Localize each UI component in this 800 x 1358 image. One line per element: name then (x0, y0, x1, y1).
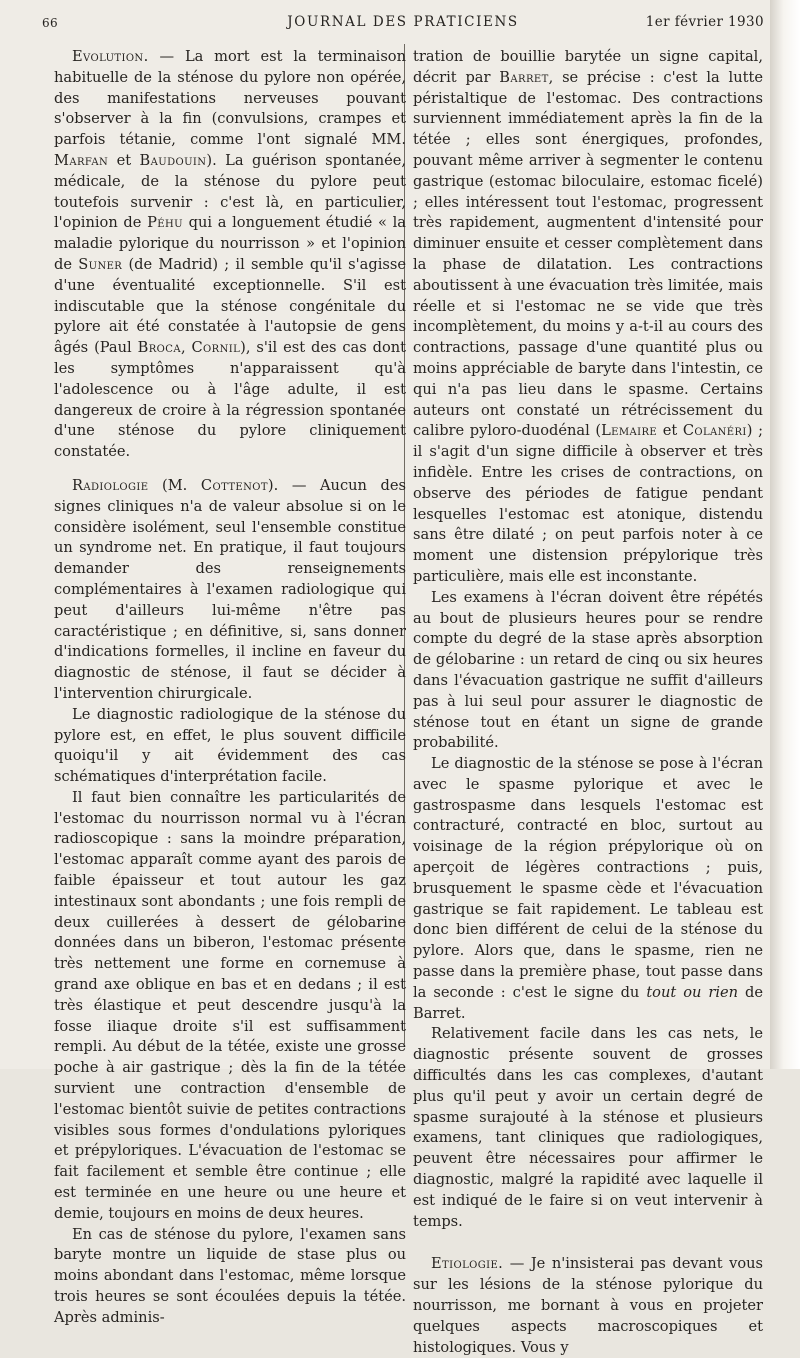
paragraph: Relativement facile dans les cas nets, le diagnostic présente souvent de grosses difficultés dans les cas complexes, d'autant plus qu'il peut y avoir un certain degré de spasme surajouté à la sténose et plusieurs examens, tant cliniques que radiologiques, peuvent être nécessaires pour affirmer le diagnostic, malgré la rapidité avec laquelle il est indiqué de le faire si on veut intervenir à temps. (413, 1025, 763, 1230)
page-number: 66 (42, 16, 59, 30)
left-column (54, 47, 406, 1329)
section-heading-etiologie: Etiologie. (431, 1255, 504, 1273)
section-heading-radiologie: Radiologie (72, 476, 149, 494)
paragraph: En cas de sténose du pylore, l'examen sans baryte montre un liquide de stase plus ou moins abondant dans l'estomac, même lorsque trois heures se sont écoulées depuis la tétée. Après adminis- (54, 1225, 406, 1326)
paragraph: Les examens à l'écran doivent être répétés au bout de plusieurs heures pour se rendre compte du degré de la stase après absorption de gélobarine : un retard de cinq ou six heures dans l'évacuation gastrique ne suffit d'ailleurs pas à lui seul pour assurer le diagnostic de sténose tout en étant un signe de grande probabilité. (413, 588, 763, 752)
journal-title: JOURNAL DES PRATICIENS (287, 14, 519, 30)
evolution-paragraph: Evolution. — La mort est la terminaison habituelle de la sténose du pylore non opérée, des manifestations nerveuses pouvant s'observer à la fin (convulsions, crampes et parfois tétanie, comme l'ont signalé MM. Marfan et Baudouin). La guérison spontanée, médicale, de la sténose du pylore peut toutefois survenir : c'est là, en particulier, l'opinion de Péhu qui a longuement étudié « la maladie pylorique du nourrisson » et l'opinion de Suner (de Madrid) ; il semble qu'il s'agisse d'une éventualité exceptionnelle. S'il est indiscutable que la sténose congénitale du pylore ait été constatée à l'autopsie de gens âgés (Paul Broca, Cornil), s'il est des cas dont les symptômes n'apparaissent qu'à l'adolescence ou à l'âge adulte, il est dangereux de croire à la régression spontanée d'une sténose du pylore cliniquement constatée. (54, 48, 407, 461)
page-binding-edge (770, 0, 800, 1069)
etiologie-paragraph: Etiologie. — Je n'insisterai pas devant vous sur les lésions de la sténose pylorique du nourrisson, me bornant à vous en projeter quelques aspects macroscopiques et histologiques. Vous y (413, 1255, 763, 1356)
paragraph-continued: tration de bouillie barytée un signe capital, décrit par Barret, se précise : c'est la lutte péristaltique de l'estomac. Des contractions surviennent immédiatement après la fin de la tétée ; elles sont énergiques, profondes, pouvant même arriver à segmenter le contenu gastrique (estomac biloculaire, estomac ficelé) ; elles intéressent tout l'estomac, progressent très rapidement, augmentent d'intensité pour diminuer ensuite et cesser complètement dans la phase de dilatation. Les contractions aboutissent à une évacuation très limitée, mais réelle et si l'estomac ne se vide que très incomplètement, du moins y a-t-il au cours des contractions, passage d'une quantité plus ou moins appréciable de baryte dans l'intestin, ce qui n'a pas lieu dans le spasme. Certains auteurs ont constaté un rétrécissement du calibre pyloro-duodénal (Lemaire et Colanéri) ; il s'agit d'un signe difficile à observer et très infidèle. Entre les crises de contractions, on observe des périodes de fatigue pendant lesquelles l'estomac est atonique, distendu sans être dilaté ; on peut parfois noter à ce moment une distension prépylorique très particulière, mais elle est inconstante. (413, 48, 764, 585)
paragraph: Le diagnostic de la sténose se pose à l'écran avec le spasme pylorique et avec le gastrospasme dans lesquels l'estomac est contracturé, contracté en bloc, surtout au voisinage de la région prépylorique où on aperçoit de légères contractions ; puis, brusquement le spasme cède et l'évacuation gastrique se fait rapidement. Le tableau est donc bien différent de celui de la sténose du pylore. Alors que, dans le spasme, rien ne passe dans la première phase, tout passe dans la seconde : c'est le signe du tout ou rien de Barret. (413, 755, 763, 1022)
page-header (42, 14, 764, 34)
right-column (413, 47, 763, 1358)
paragraph: Il faut bien connaître les particularités de l'estomac du nourrisson normal vu à l'écran radioscopique : sans la moindre préparation, l'estomac apparaît comme ayant des parois de faible épaisseur et tout autour les gaz intestinaux sont abondants ; une fois rempli de deux cuillerées à dessert de gélobarine données dans un biberon, l'estomac présente très nettement une forme en cornemuse à grand axe oblique en bas et en dedans ; il est très élastique et peut descendre jusqu'à la fosse iliaque droite s'il est suffisamment rempli. Au début de la tétée, existe une grosse poche à air gastrique ; dès la fin de la tétée survient une contraction d'ensemble de l'estomac bientôt suivie de petites contractions visibles sous formes d'ondulations pyloriques et prépyloriques. L'évacuation de l'estomac se fait facilement et semble être continue ; elle est terminée en une heure ou une heure et demie, toujours en moins de deux heures. (54, 788, 406, 1222)
issue-date: 1er février 1930 (645, 14, 764, 30)
radiologie-paragraph: Radiologie (M. Cottenot). — Aucun des signes cliniques n'a de valeur absolue si on le considère isolément, seul l'ensemble constitue un syndrome net. En pratique, il faut toujours demander des renseignements complémentaires à l'examen radiologique qui peut d'ailleurs lui-même n'être pas caractéristique ; en définitive, si, sans donner d'indications formelles, il incline en faveur du diagnostic de sténose, il faut se décider à l'intervention chirurgicale. (54, 476, 406, 702)
paragraph: Le diagnostic radiologique de la sténose du pylore est, en effet, le plus souvent difficile quoiqu'il y ait évidemment des cas schématiques d'interprétation facile. (54, 705, 406, 786)
section-heading-evolution: Evolution. (72, 48, 149, 65)
